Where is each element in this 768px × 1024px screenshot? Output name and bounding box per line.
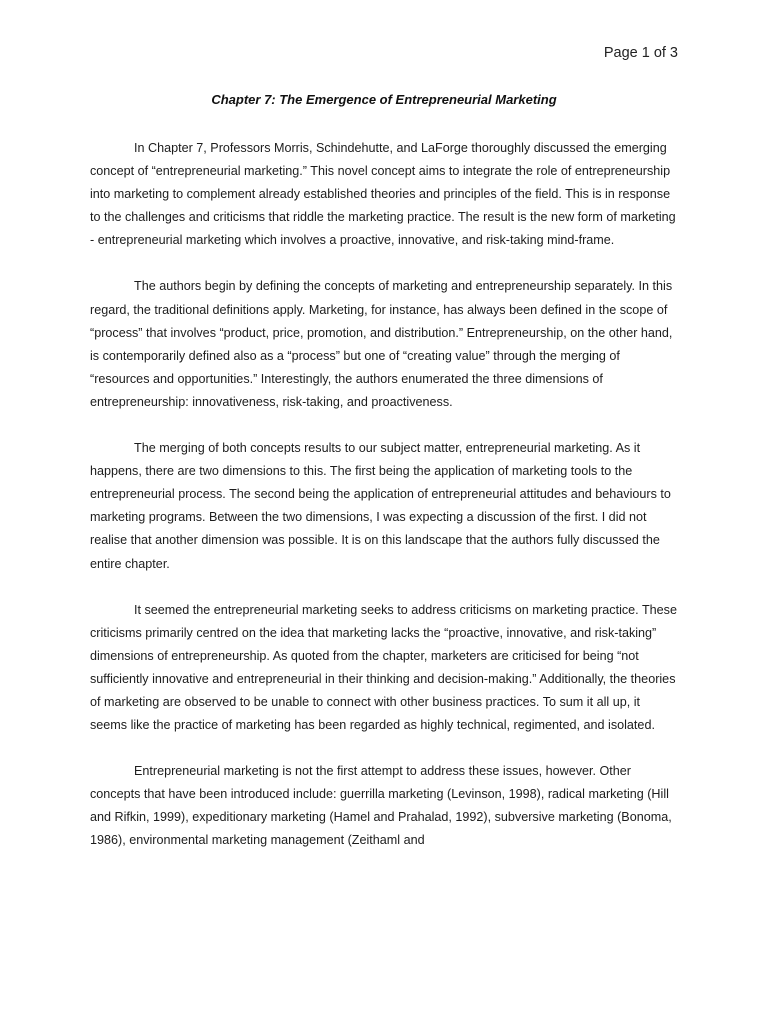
document-body [90, 137, 680, 876]
paragraph: In Chapter 7, Professors Morris, Schindehutte, and LaForge thoroughly discussed the emerging concept of “entrepreneurial marketing.” This novel concept aims to integrate the role of entrepreneurship into marketing to complement already established theories and principles of the field. This is in response to the challenges and criticisms that riddle the marketing practice. The result is the new form of marketing - entrepreneurial marketing which involves a proactive, innovative, and risk-taking mind-frame. [90, 141, 676, 248]
paragraph: It seemed the entrepreneurial marketing seeks to address criticisms on marketing practice. These criticisms primarily centred on the idea that marketing lacks the “proactive, innovative, and risk-taking” dimensions of entrepreneurship. As quoted from the chapter, marketers are criticised for being “not sufficiently innovative and entrepreneurial in their thinking and decision-making.” Additionally, the theories of marketing are observed to be unable to connect with other business practices. To sum it all up, it seems like the practice of marketing has been regarded as highly technical, regimented, and isolated. [90, 602, 677, 733]
paragraph: The authors begin by defining the concepts of marketing and entrepreneurship separately. In this regard, the traditional definitions apply. Marketing, for instance, has always been defined in the scope of “process” that involves “product, price, promotion, and distribution.” Entrepreneurship, on the other hand, is contemporarily defined also as a “process” but one of “creating value” through the merging of “resources and opportunities.” Interestingly, the authors enumerated the three dimensions of entrepreneurship: innovativeness, risk-taking, and proactiveness. [90, 279, 673, 409]
chapter-title: Chapter 7: The Emergence of Entrepreneurial Marketing [211, 92, 557, 107]
paragraph: The merging of both concepts results to our subject matter, entrepreneurial marketing. As it happens, there are two dimensions to this. The first being the application of marketing tools to the entrepreneurial process. The second being the application of entrepreneurial attitudes and behaviours to marketing programs. Between the two dimensions, I was expecting a discussion of the first. I did not realise that another dimension was possible. It is on this landscape that the authors fully discussed the entire chapter. [90, 441, 671, 571]
paragraph: Entrepreneurial marketing is not the first attempt to address these issues, however. Other concepts that have been introduced include: guerrilla marketing (Levinson, 1998), radical marketing (Hill and Rifkin, 1999), expeditionary marketing (Hamel and Prahalad, 1992), subversive marketing (Bonoma, 1986), environmental marketing management (Zeithaml and [90, 764, 672, 848]
page-number: Page 1 of 3 [603, 45, 678, 61]
